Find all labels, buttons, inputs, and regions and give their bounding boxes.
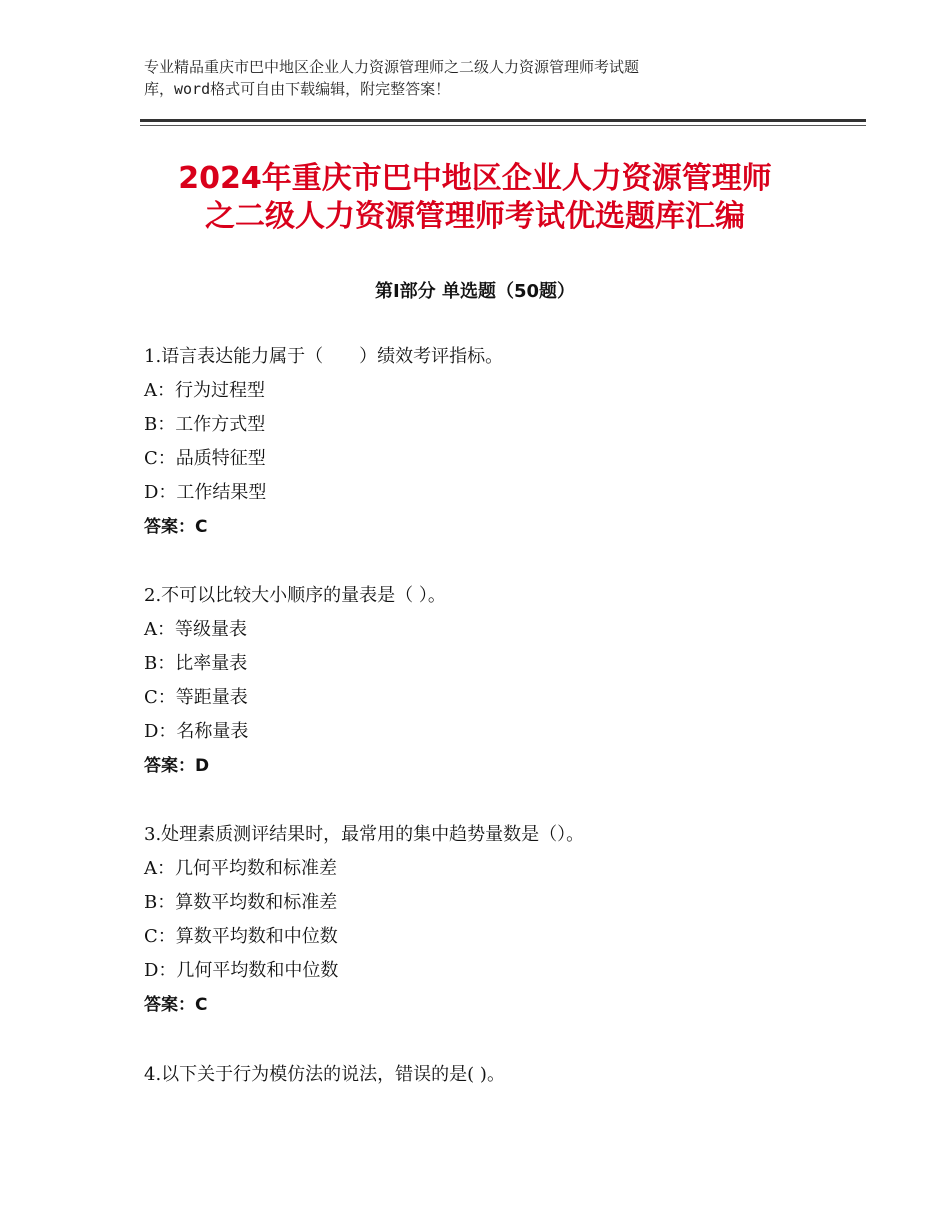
answer: 答案：C bbox=[144, 995, 208, 1015]
option-b: B：比率量表 bbox=[144, 653, 248, 674]
option-b: B：工作方式型 bbox=[144, 414, 266, 435]
header-note-line-2: 库，word格式可自由下载编辑，附完整答案！ bbox=[144, 80, 451, 98]
header-note-line-1: 专业精品重庆市巴中地区企业人力资源管理师之二级人力资源管理师考试题 bbox=[144, 58, 640, 76]
document-title-line-1: 2024年重庆市巴中地区企业人力资源管理师 bbox=[178, 161, 772, 196]
option-c: C：等距量表 bbox=[144, 687, 248, 708]
option-a: A：行为过程型 bbox=[144, 380, 265, 401]
question-3 bbox=[144, 818, 864, 1022]
option-b: B：算数平均数和标准差 bbox=[144, 892, 338, 913]
option-a: A：等级量表 bbox=[144, 619, 247, 640]
option-d: D：工作结果型 bbox=[144, 482, 267, 503]
option-d: D：几何平均数和中位数 bbox=[144, 960, 339, 981]
header-divider-thick bbox=[140, 119, 866, 122]
option-d: D：名称量表 bbox=[144, 721, 249, 742]
option-a: A：几何平均数和标准差 bbox=[144, 858, 337, 879]
document-title bbox=[100, 160, 850, 236]
option-c: C：品质特征型 bbox=[144, 448, 266, 469]
answer: 答案：C bbox=[144, 517, 208, 537]
question-stem: 3.处理素质测评结果时，最常用的集中趋势量数是（）。 bbox=[144, 824, 585, 845]
question-stem: 2.不可以比较大小顺序的量表是（ ）。 bbox=[144, 585, 446, 606]
question-1 bbox=[144, 340, 864, 544]
header-note bbox=[144, 56, 784, 100]
question-2 bbox=[144, 579, 864, 783]
header-divider-thin bbox=[140, 125, 866, 126]
document-title-line-2: 之二级人力资源管理师考试优选题库汇编 bbox=[205, 199, 745, 234]
question-4 bbox=[144, 1058, 864, 1092]
question-stem: 1.语言表达能力属于（ ）绩效考评指标。 bbox=[144, 346, 504, 367]
option-c: C：算数平均数和中位数 bbox=[144, 926, 338, 947]
question-stem: 4.以下关于行为模仿法的说法，错误的是( )。 bbox=[144, 1064, 505, 1085]
answer: 答案：D bbox=[144, 756, 210, 776]
section-heading: 第Ⅰ部分 单选题（50题） bbox=[374, 281, 575, 302]
